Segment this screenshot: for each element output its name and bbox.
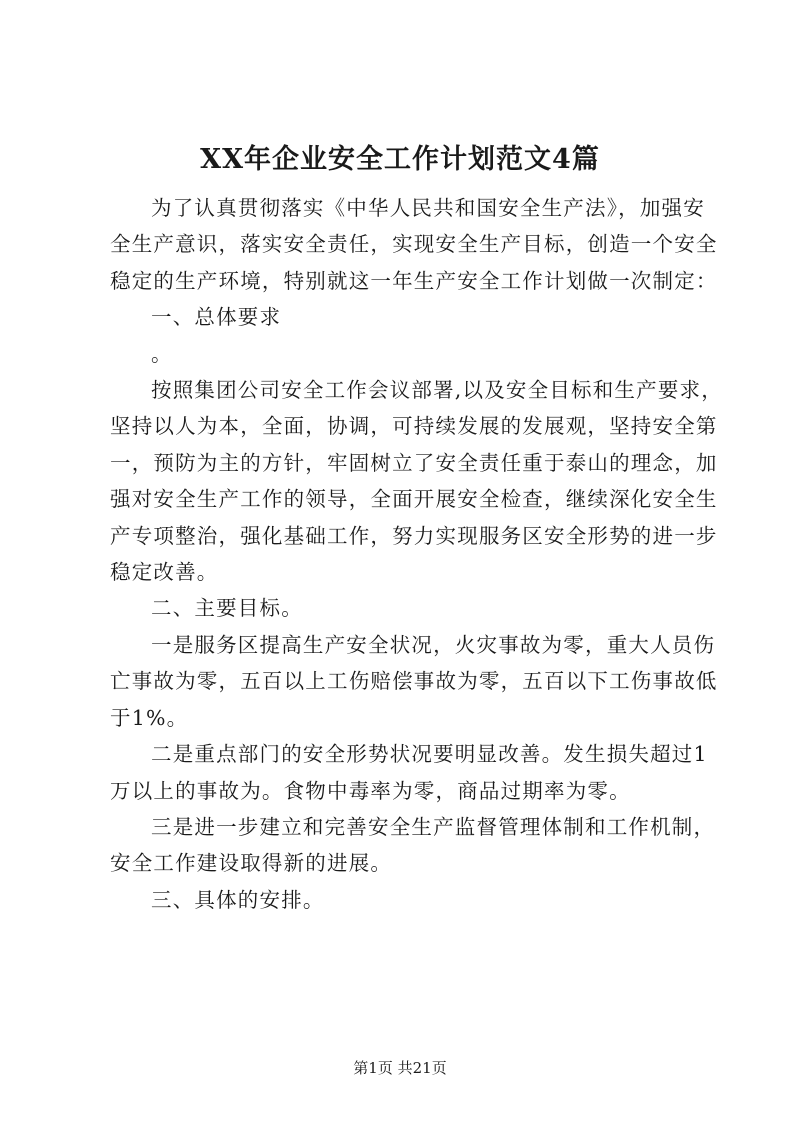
section-heading: 二、主要目标。	[151, 596, 303, 621]
document-title: XX年企业安全工作计划范文4篇	[200, 144, 600, 175]
body-line: 稳定的生产环境，特别就这一年生产安全工作计划做一次制定：	[110, 268, 718, 293]
body-line: 为了认真贯彻落实《中华人民共和国安全生产法》，加强安	[151, 196, 705, 220]
document-body	[110, 190, 723, 918]
body-line: 按照集团公司安全工作会议部署,以及安全目标和生产要求，	[151, 378, 723, 403]
body-line: 于1%。	[110, 705, 189, 730]
body-line: 坚持以人为本，全面，协调，可持续发展的发展观，坚持安全第	[110, 414, 718, 439]
section-heading: 一、总体要求	[151, 305, 282, 330]
body-line: 一是服务区提高生产安全状况，火灾事故为零，重大人员伤	[151, 632, 716, 657]
body-line: 产专项整治，强化基础工作，努力实现服务区安全形势的进一步	[110, 523, 718, 548]
body-line: 一，预防为主的方针，牢固树立了安全责任重于泰山的理念，加	[110, 450, 718, 475]
body-line: 二是重点部门的安全形势状况要明显改善。发生损失超过1	[151, 742, 708, 767]
body-line: 安全工作建设取得新的进展。	[110, 851, 393, 876]
body-line: 万以上的事故为。食物中毒率为零，商品过期率为零。	[110, 778, 631, 803]
section-heading: 三、具体的安排。	[151, 887, 325, 912]
body-line: 亡事故为零，五百以上工伤赔偿事故为零，五百以下工伤事故低	[110, 669, 718, 694]
body-line: 。	[151, 341, 173, 366]
body-line: 三是进一步建立和完善安全生产监督管理体制和工作机制，	[151, 814, 716, 839]
page-footer: 第1页 共21页	[353, 1059, 447, 1077]
body-line: 稳定改善。	[110, 560, 219, 585]
body-line: 全生产意识，落实安全责任，实现安全生产目标，创造一个安全	[110, 232, 718, 257]
body-line: 强对安全生产工作的领导，全面开展安全检查，继续深化安全生	[110, 487, 718, 512]
